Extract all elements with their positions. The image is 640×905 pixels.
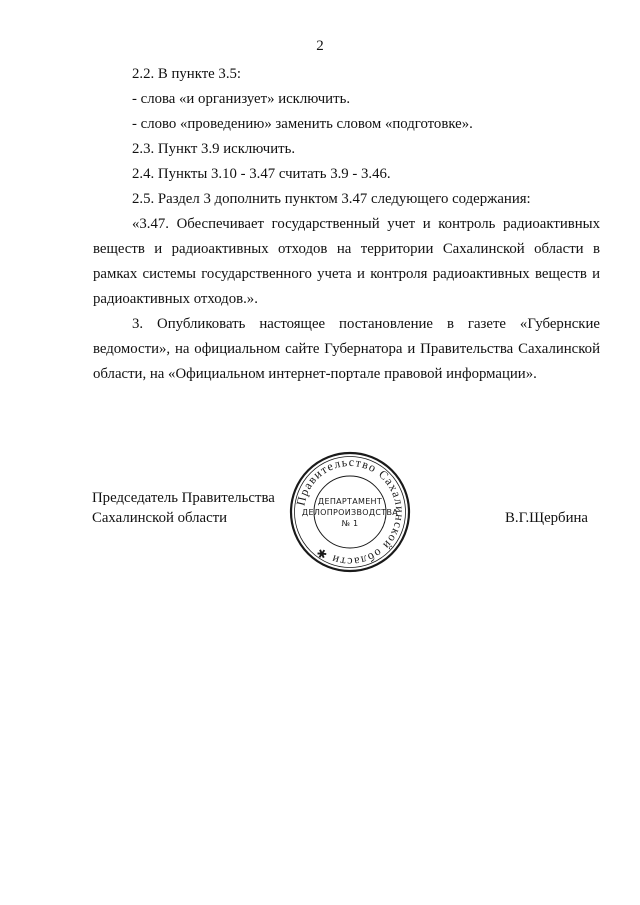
paragraph-2-2-a: - слова «и организует» исключить.	[132, 91, 351, 107]
signature-title	[92, 488, 275, 528]
paragraph-3: 3. Опубликовать настоящее постановление в газете «Губернские ведомости», на официальном сайте Губернатора и Правительства Сахалинской области, на «Официальном интернет-портале правовой информации».	[93, 316, 600, 382]
stamp-line2: ДЕЛОПРОИЗВОДСТВА	[301, 508, 399, 517]
signature-title-line2: Сахалинской области	[92, 510, 228, 526]
page-number: 2	[316, 38, 324, 54]
paragraph-2-2: 2.2. В пункте 3.5:	[132, 66, 242, 82]
stamp-line1: ДЕПАРТАМЕНТ	[317, 497, 383, 506]
stamp-ring-text: Правительство Сахалинской области ✱	[293, 454, 408, 570]
paragraph-2-3: 2.3. Пункт 3.9 исключить.	[132, 141, 296, 157]
stamp-line3: № 1	[341, 519, 359, 528]
paragraph-3-47: «3.47. Обеспечивает государственный учет и контроль радиоактивных веществ и радиоактивных отходов на территории Сахалинской области в рамках системы государственного учета и контроля радиоактивных веществ и радиоактивных отходов.».	[93, 216, 600, 307]
signer-name: В.Г.Щербина	[505, 510, 588, 526]
paragraph-2-2-b: - слово «проведению» заменить словом «подготовке».	[132, 116, 473, 132]
official-stamp	[288, 450, 412, 574]
document-body	[93, 62, 600, 387]
signature-title-line1: Председатель Правительства	[92, 490, 275, 506]
paragraph-2-4: 2.4. Пункты 3.10 - 3.47 считать 3.9 - 3.46.	[132, 166, 391, 182]
paragraph-2-5: 2.5. Раздел 3 дополнить пунктом 3.47 следующего содержания:	[132, 191, 531, 207]
